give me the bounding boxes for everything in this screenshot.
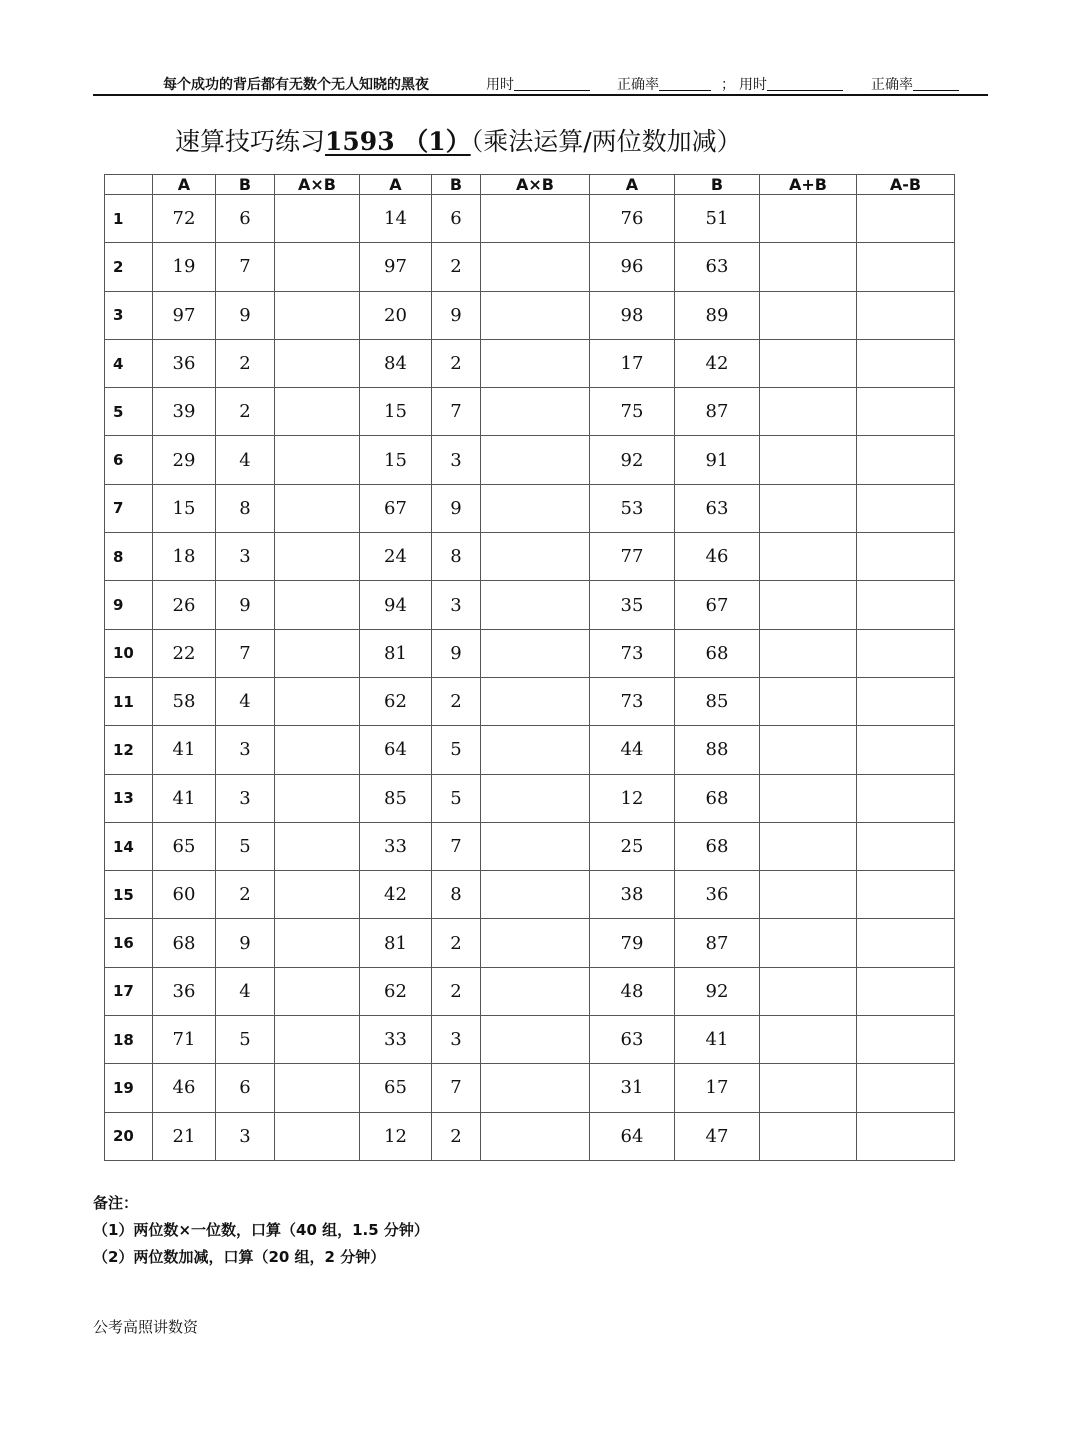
row-number: 17	[105, 967, 153, 1015]
operand-a-cell: 81	[360, 629, 432, 677]
answer-cell[interactable]	[760, 629, 857, 677]
operand-b-cell: 36	[675, 871, 760, 919]
operand-a-cell: 97	[360, 243, 432, 291]
operand-a-cell: 84	[360, 339, 432, 387]
operand-a-cell: 94	[360, 581, 432, 629]
operand-a-cell: 15	[360, 436, 432, 484]
answer-cell[interactable]	[481, 195, 590, 243]
row-number: 1	[105, 195, 153, 243]
answer-cell[interactable]	[760, 677, 857, 725]
answer-cell[interactable]	[275, 243, 360, 291]
operand-b-cell: 8	[216, 484, 275, 532]
operand-a-cell: 62	[360, 967, 432, 1015]
notes-line-2: （2）两位数加减，口算（20 组，2 分钟）	[93, 1248, 386, 1266]
operand-b-cell: 9	[216, 291, 275, 339]
operand-a-cell: 14	[360, 195, 432, 243]
table-body	[105, 195, 955, 1161]
operand-b-cell: 5	[432, 774, 481, 822]
operand-b-cell: 63	[675, 243, 760, 291]
operand-b-cell: 7	[432, 1064, 481, 1112]
time-field-1[interactable]	[486, 74, 514, 94]
operand-b-cell: 2	[432, 677, 481, 725]
time-label: 用时	[739, 77, 767, 93]
answer-cell[interactable]	[481, 339, 590, 387]
answer-cell[interactable]	[275, 388, 360, 436]
answer-cell[interactable]	[760, 581, 857, 629]
row-number: 18	[105, 1016, 153, 1064]
operand-a-cell: 62	[360, 677, 432, 725]
operand-a-cell: 41	[153, 726, 216, 774]
operand-a-cell: 35	[590, 581, 675, 629]
answer-cell[interactable]	[275, 629, 360, 677]
operand-a-cell: 73	[590, 629, 675, 677]
accuracy-field-1[interactable]	[617, 74, 659, 94]
operand-a-cell: 31	[590, 1064, 675, 1112]
row-number: 6	[105, 436, 153, 484]
answer-cell[interactable]	[481, 243, 590, 291]
answer-cell[interactable]	[275, 339, 360, 387]
row-number: 16	[105, 919, 153, 967]
row-number: 14	[105, 822, 153, 870]
operand-b-cell: 2	[216, 339, 275, 387]
operand-b-cell: 3	[432, 581, 481, 629]
operand-a-cell: 63	[590, 1016, 675, 1064]
answer-cell[interactable]	[760, 291, 857, 339]
operand-b-cell: 46	[675, 533, 760, 581]
operand-a-cell: 12	[360, 1112, 432, 1160]
row-number: 9	[105, 581, 153, 629]
operand-a-cell: 71	[153, 1016, 216, 1064]
answer-cell[interactable]	[857, 339, 955, 387]
answer-cell[interactable]	[857, 1112, 955, 1160]
operand-a-cell: 17	[590, 339, 675, 387]
answer-cell[interactable]	[275, 871, 360, 919]
motto: 每个成功的背后都有无数个无人知晓的黑夜	[163, 77, 429, 93]
table-row	[105, 339, 955, 387]
operand-a-cell: 96	[590, 243, 675, 291]
answer-cell[interactable]	[857, 919, 955, 967]
operand-a-cell: 20	[360, 291, 432, 339]
operand-b-cell: 92	[675, 967, 760, 1015]
operand-b-cell: 3	[216, 533, 275, 581]
operand-b-cell: 8	[432, 871, 481, 919]
answer-cell[interactable]	[275, 774, 360, 822]
accuracy-field-2[interactable]	[871, 74, 913, 94]
answer-cell[interactable]	[857, 388, 955, 436]
title-number: 1593 （1）	[325, 127, 471, 156]
row-number: 19	[105, 1064, 153, 1112]
operand-a-cell: 42	[360, 871, 432, 919]
operand-b-cell: 3	[216, 774, 275, 822]
operand-b-cell: 87	[675, 919, 760, 967]
answer-cell[interactable]	[275, 677, 360, 725]
operand-b-cell: 2	[432, 1112, 481, 1160]
row-number: 3	[105, 291, 153, 339]
operand-a-cell: 76	[590, 195, 675, 243]
operand-b-cell: 3	[432, 436, 481, 484]
table-row	[105, 1016, 955, 1064]
table-row	[105, 726, 955, 774]
answer-cell[interactable]	[857, 436, 955, 484]
answer-cell[interactable]	[857, 871, 955, 919]
answer-cell[interactable]	[481, 484, 590, 532]
row-number: 4	[105, 339, 153, 387]
answer-cell[interactable]	[275, 291, 360, 339]
answer-cell[interactable]	[275, 1016, 360, 1064]
answer-cell[interactable]	[857, 822, 955, 870]
answer-cell[interactable]	[760, 1016, 857, 1064]
answer-cell[interactable]	[857, 726, 955, 774]
answer-cell[interactable]	[481, 533, 590, 581]
operand-b-cell: 7	[216, 629, 275, 677]
row-number: 11	[105, 677, 153, 725]
operand-a-cell: 39	[153, 388, 216, 436]
operand-b-cell: 2	[432, 243, 481, 291]
column-header	[105, 175, 153, 195]
table-row	[105, 919, 955, 967]
table-row	[105, 436, 955, 484]
accuracy-label: 正确率	[617, 77, 659, 93]
answer-cell[interactable]	[760, 436, 857, 484]
operand-b-cell: 2	[432, 339, 481, 387]
answer-cell[interactable]	[275, 436, 360, 484]
operand-a-cell: 98	[590, 291, 675, 339]
operand-b-cell: 17	[675, 1064, 760, 1112]
operand-a-cell: 33	[360, 822, 432, 870]
answer-cell[interactable]	[760, 822, 857, 870]
operand-a-cell: 65	[360, 1064, 432, 1112]
time-label: 用时	[486, 77, 514, 93]
column-header: A	[153, 175, 216, 195]
header-separator: ；	[721, 77, 735, 93]
footer-text: 公考高照讲数资	[93, 1318, 199, 1336]
operand-b-cell: 8	[432, 533, 481, 581]
operand-a-cell: 75	[590, 388, 675, 436]
table-row	[105, 484, 955, 532]
operand-b-cell: 5	[216, 1016, 275, 1064]
accuracy-label: 正确率	[871, 77, 913, 93]
time-blank[interactable]	[514, 78, 590, 91]
answer-cell[interactable]	[857, 629, 955, 677]
answer-cell[interactable]	[275, 533, 360, 581]
accuracy-blank[interactable]	[913, 78, 959, 91]
operand-a-cell: 15	[153, 484, 216, 532]
operand-b-cell: 2	[216, 388, 275, 436]
answer-cell[interactable]	[857, 533, 955, 581]
table-row	[105, 1064, 955, 1112]
row-number: 10	[105, 629, 153, 677]
row-number: 15	[105, 871, 153, 919]
column-header: A+B	[760, 175, 857, 195]
answer-cell[interactable]	[760, 533, 857, 581]
table-row	[105, 581, 955, 629]
operand-a-cell: 24	[360, 533, 432, 581]
operand-b-cell: 3	[216, 726, 275, 774]
operand-a-cell: 33	[360, 1016, 432, 1064]
operand-b-cell: 42	[675, 339, 760, 387]
operand-a-cell: 41	[153, 774, 216, 822]
answer-cell[interactable]	[857, 484, 955, 532]
operand-b-cell: 6	[216, 1064, 275, 1112]
operand-a-cell: 85	[360, 774, 432, 822]
operand-a-cell: 36	[153, 339, 216, 387]
operand-a-cell: 81	[360, 919, 432, 967]
answer-cell[interactable]	[760, 967, 857, 1015]
column-header: B	[432, 175, 481, 195]
answer-cell[interactable]	[275, 195, 360, 243]
row-number: 20	[105, 1112, 153, 1160]
operand-b-cell: 2	[216, 871, 275, 919]
operand-b-cell: 87	[675, 388, 760, 436]
row-number: 8	[105, 533, 153, 581]
answer-cell[interactable]	[857, 291, 955, 339]
operand-b-cell: 7	[216, 243, 275, 291]
answer-cell[interactable]	[481, 581, 590, 629]
answer-cell[interactable]	[275, 822, 360, 870]
operand-b-cell: 68	[675, 822, 760, 870]
operand-b-cell: 63	[675, 484, 760, 532]
answer-cell[interactable]	[275, 484, 360, 532]
row-number: 7	[105, 484, 153, 532]
operand-a-cell: 21	[153, 1112, 216, 1160]
table-row	[105, 195, 955, 243]
operand-b-cell: 5	[432, 726, 481, 774]
answer-cell[interactable]	[481, 1064, 590, 1112]
operand-b-cell: 91	[675, 436, 760, 484]
row-number: 12	[105, 726, 153, 774]
answer-cell[interactable]	[857, 581, 955, 629]
operand-b-cell: 5	[216, 822, 275, 870]
table-row	[105, 388, 955, 436]
operand-b-cell: 9	[432, 484, 481, 532]
operand-a-cell: 97	[153, 291, 216, 339]
operand-a-cell: 64	[360, 726, 432, 774]
operand-b-cell: 9	[216, 919, 275, 967]
operand-b-cell: 7	[432, 822, 481, 870]
column-header: A	[590, 175, 675, 195]
operand-b-cell: 9	[432, 629, 481, 677]
operand-a-cell: 44	[590, 726, 675, 774]
operand-b-cell: 2	[432, 919, 481, 967]
operand-a-cell: 19	[153, 243, 216, 291]
title-suffix: （乘法运算/两位数加减）	[470, 127, 742, 156]
answer-cell[interactable]	[481, 919, 590, 967]
answer-cell[interactable]	[760, 871, 857, 919]
exercise-table	[104, 174, 955, 1161]
answer-cell[interactable]	[481, 871, 590, 919]
answer-cell[interactable]	[857, 774, 955, 822]
column-header: B	[675, 175, 760, 195]
answer-cell[interactable]	[275, 726, 360, 774]
operand-b-cell: 4	[216, 677, 275, 725]
operand-a-cell: 77	[590, 533, 675, 581]
row-number: 13	[105, 774, 153, 822]
notes	[93, 1190, 429, 1271]
answer-cell[interactable]	[275, 967, 360, 1015]
operand-b-cell: 85	[675, 677, 760, 725]
operand-a-cell: 73	[590, 677, 675, 725]
table-header-row	[105, 175, 955, 195]
answer-cell[interactable]	[857, 1064, 955, 1112]
table-row	[105, 822, 955, 870]
time-blank[interactable]	[767, 78, 843, 91]
answer-cell[interactable]	[481, 291, 590, 339]
operand-b-cell: 4	[216, 436, 275, 484]
operand-a-cell: 65	[153, 822, 216, 870]
table-row	[105, 774, 955, 822]
answer-cell[interactable]	[481, 1112, 590, 1160]
operand-b-cell: 3	[216, 1112, 275, 1160]
answer-cell[interactable]	[481, 677, 590, 725]
operand-b-cell: 9	[216, 581, 275, 629]
operand-a-cell: 15	[360, 388, 432, 436]
accuracy-blank[interactable]	[659, 78, 711, 91]
answer-cell[interactable]	[275, 1064, 360, 1112]
operand-a-cell: 64	[590, 1112, 675, 1160]
table-row	[105, 1112, 955, 1160]
operand-a-cell: 53	[590, 484, 675, 532]
operand-b-cell: 41	[675, 1016, 760, 1064]
operand-a-cell: 58	[153, 677, 216, 725]
operand-b-cell: 67	[675, 581, 760, 629]
operand-a-cell: 26	[153, 581, 216, 629]
operand-a-cell: 25	[590, 822, 675, 870]
answer-cell[interactable]	[481, 388, 590, 436]
operand-a-cell: 38	[590, 871, 675, 919]
operand-b-cell: 6	[216, 195, 275, 243]
operand-a-cell: 72	[153, 195, 216, 243]
column-header: B	[216, 175, 275, 195]
operand-a-cell: 92	[590, 436, 675, 484]
operand-a-cell: 36	[153, 967, 216, 1015]
answer-cell[interactable]	[481, 822, 590, 870]
operand-b-cell: 4	[216, 967, 275, 1015]
title-prefix: 速算技巧练习	[175, 127, 326, 156]
answer-cell[interactable]	[481, 774, 590, 822]
column-header: A×B	[481, 175, 590, 195]
operand-b-cell: 7	[432, 388, 481, 436]
operand-a-cell: 18	[153, 533, 216, 581]
answer-cell[interactable]	[760, 1112, 857, 1160]
operand-a-cell: 48	[590, 967, 675, 1015]
answer-cell[interactable]	[760, 1064, 857, 1112]
answer-cell[interactable]	[275, 1112, 360, 1160]
answer-cell[interactable]	[760, 774, 857, 822]
page-title	[175, 122, 742, 158]
operand-b-cell: 6	[432, 195, 481, 243]
operand-b-cell: 51	[675, 195, 760, 243]
answer-cell[interactable]	[857, 967, 955, 1015]
answer-cell[interactable]	[857, 677, 955, 725]
operand-a-cell: 29	[153, 436, 216, 484]
column-header: A×B	[275, 175, 360, 195]
answer-cell[interactable]	[275, 919, 360, 967]
table-row	[105, 243, 955, 291]
operand-b-cell: 89	[675, 291, 760, 339]
operand-a-cell: 79	[590, 919, 675, 967]
operand-b-cell: 2	[432, 967, 481, 1015]
answer-cell[interactable]	[481, 967, 590, 1015]
answer-cell[interactable]	[481, 1016, 590, 1064]
time-field-2[interactable]	[739, 74, 767, 94]
operand-b-cell: 68	[675, 774, 760, 822]
table-row	[105, 871, 955, 919]
operand-a-cell: 68	[153, 919, 216, 967]
operand-a-cell: 22	[153, 629, 216, 677]
operand-a-cell: 60	[153, 871, 216, 919]
answer-cell[interactable]	[857, 195, 955, 243]
column-header: A-B	[857, 175, 955, 195]
answer-cell[interactable]	[760, 243, 857, 291]
answer-cell[interactable]	[481, 629, 590, 677]
row-number: 5	[105, 388, 153, 436]
answer-cell[interactable]	[481, 726, 590, 774]
notes-line-1: （1）两位数×一位数，口算（40 组，1.5 分钟）	[93, 1221, 429, 1239]
table-row	[105, 677, 955, 725]
table-row	[105, 533, 955, 581]
notes-title: 备注：	[93, 1194, 139, 1212]
answer-cell[interactable]	[760, 195, 857, 243]
page-header	[93, 70, 988, 96]
table-row	[105, 967, 955, 1015]
operand-a-cell: 46	[153, 1064, 216, 1112]
operand-b-cell: 68	[675, 629, 760, 677]
operand-b-cell: 88	[675, 726, 760, 774]
operand-b-cell: 47	[675, 1112, 760, 1160]
answer-cell[interactable]	[481, 436, 590, 484]
answer-cell[interactable]	[857, 243, 955, 291]
answer-cell[interactable]	[760, 339, 857, 387]
operand-a-cell: 12	[590, 774, 675, 822]
answer-cell[interactable]	[760, 919, 857, 967]
operand-b-cell: 3	[432, 1016, 481, 1064]
operand-a-cell: 67	[360, 484, 432, 532]
answer-cell[interactable]	[760, 388, 857, 436]
column-header: A	[360, 175, 432, 195]
answer-cell[interactable]	[275, 581, 360, 629]
operand-b-cell: 9	[432, 291, 481, 339]
answer-cell[interactable]	[760, 726, 857, 774]
answer-cell[interactable]	[857, 1016, 955, 1064]
table-row	[105, 629, 955, 677]
table-row	[105, 291, 955, 339]
answer-cell[interactable]	[760, 484, 857, 532]
row-number: 2	[105, 243, 153, 291]
